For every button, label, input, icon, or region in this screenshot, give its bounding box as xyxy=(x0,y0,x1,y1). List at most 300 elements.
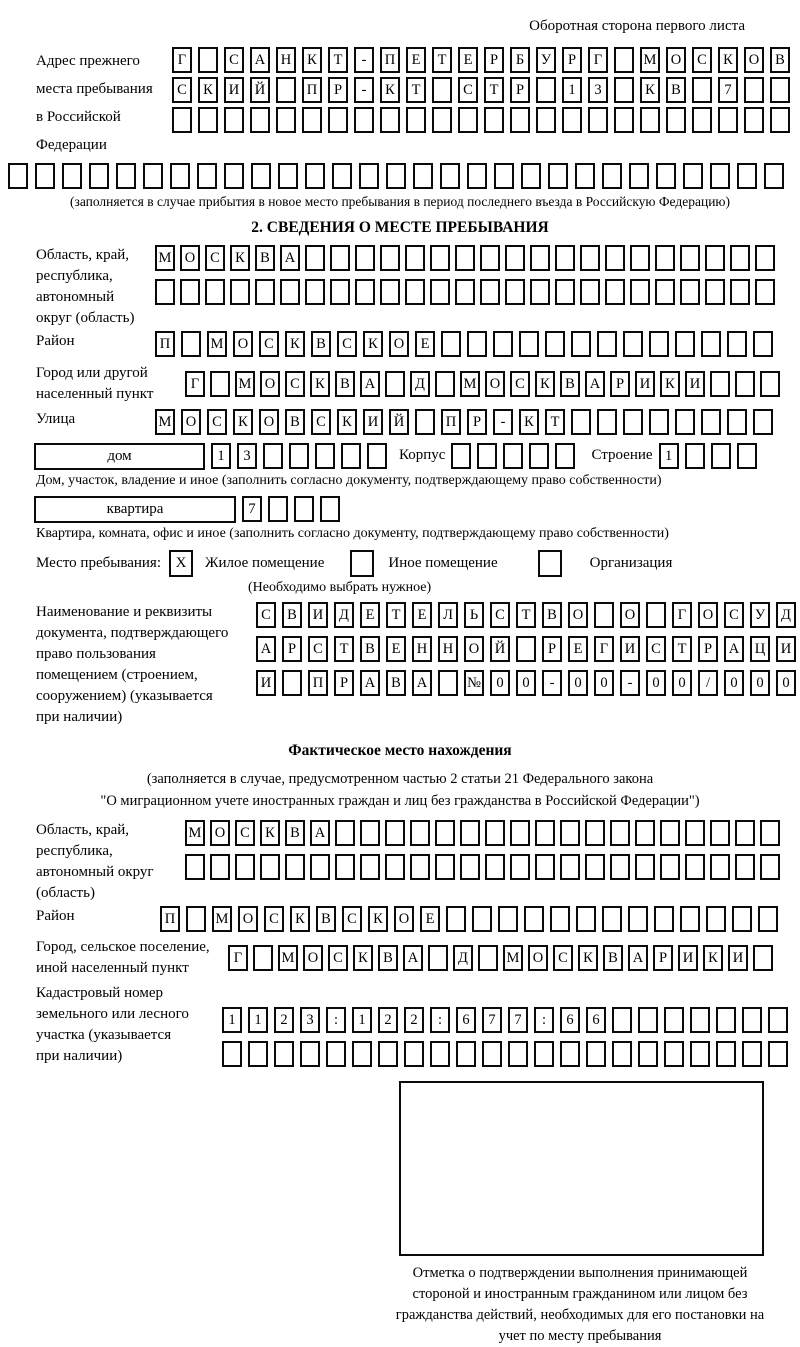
char-cell[interactable] xyxy=(560,1041,580,1067)
char-cell[interactable]: М xyxy=(185,820,205,846)
char-cell[interactable]: О xyxy=(238,906,258,932)
char-cell[interactable] xyxy=(505,245,525,271)
char-cell[interactable]: М xyxy=(207,331,227,357)
char-cell[interactable]: 0 xyxy=(776,670,796,696)
char-cell[interactable]: В xyxy=(560,371,580,397)
char-cell[interactable] xyxy=(524,906,544,932)
char-cell[interactable] xyxy=(710,854,730,880)
char-cell[interactable]: Т xyxy=(406,77,426,103)
char-cell[interactable] xyxy=(585,820,605,846)
char-cell[interactable] xyxy=(705,279,725,305)
char-cell[interactable]: 0 xyxy=(672,670,692,696)
char-cell[interactable] xyxy=(485,854,505,880)
char-cell[interactable] xyxy=(341,443,361,469)
char-cell[interactable]: 6 xyxy=(586,1007,606,1033)
char-cell[interactable] xyxy=(585,854,605,880)
char-cell[interactable]: В xyxy=(316,906,336,932)
char-cell[interactable] xyxy=(555,279,575,305)
char-cell[interactable]: Г xyxy=(672,602,692,628)
dom-box[interactable]: дом xyxy=(34,443,205,470)
char-cell[interactable]: Р xyxy=(328,77,348,103)
char-cell[interactable] xyxy=(210,371,230,397)
char-cell[interactable] xyxy=(359,163,379,189)
char-cell[interactable] xyxy=(610,820,630,846)
char-cell[interactable] xyxy=(458,107,478,133)
char-cell[interactable] xyxy=(711,443,731,469)
char-cell[interactable] xyxy=(623,409,643,435)
char-cell[interactable] xyxy=(482,1041,502,1067)
char-cell[interactable]: К xyxy=(718,47,738,73)
char-cell[interactable]: Т xyxy=(672,636,692,662)
char-cell[interactable]: В xyxy=(666,77,686,103)
char-cell[interactable]: М xyxy=(155,245,175,271)
char-cell[interactable]: К xyxy=(302,47,322,73)
char-cell[interactable]: Т xyxy=(334,636,354,662)
char-cell[interactable] xyxy=(530,279,550,305)
char-cell[interactable]: П xyxy=(308,670,328,696)
char-cell[interactable] xyxy=(210,854,230,880)
char-cell[interactable]: М xyxy=(503,945,523,971)
char-cell[interactable] xyxy=(498,906,518,932)
char-cell[interactable] xyxy=(571,331,591,357)
char-cell[interactable] xyxy=(571,409,591,435)
char-cell[interactable] xyxy=(440,163,460,189)
char-cell[interactable] xyxy=(385,371,405,397)
char-cell[interactable]: С xyxy=(285,371,305,397)
char-cell[interactable] xyxy=(456,1041,476,1067)
char-cell[interactable]: К xyxy=(290,906,310,932)
char-cell[interactable] xyxy=(485,820,505,846)
char-cell[interactable] xyxy=(580,245,600,271)
char-cell[interactable]: К xyxy=(519,409,539,435)
char-cell[interactable]: О xyxy=(303,945,323,971)
char-cell[interactable] xyxy=(354,107,374,133)
char-cell[interactable]: Е xyxy=(386,636,406,662)
char-cell[interactable]: Й xyxy=(389,409,409,435)
char-cell[interactable]: 0 xyxy=(490,670,510,696)
char-cell[interactable]: И xyxy=(363,409,383,435)
char-cell[interactable]: О xyxy=(180,245,200,271)
char-cell[interactable] xyxy=(460,854,480,880)
char-cell[interactable] xyxy=(380,279,400,305)
char-cell[interactable]: К xyxy=(578,945,598,971)
checkbox-zhiloe[interactable]: X xyxy=(169,550,193,577)
char-cell[interactable]: Н xyxy=(412,636,432,662)
char-cell[interactable]: Б xyxy=(510,47,530,73)
char-cell[interactable] xyxy=(586,1041,606,1067)
char-cell[interactable]: : xyxy=(534,1007,554,1033)
char-cell[interactable] xyxy=(692,77,712,103)
char-cell[interactable] xyxy=(770,77,790,103)
char-cell[interactable]: К xyxy=(368,906,388,932)
char-cell[interactable]: В xyxy=(378,945,398,971)
char-cell[interactable] xyxy=(455,279,475,305)
char-cell[interactable]: К xyxy=(703,945,723,971)
char-cell[interactable] xyxy=(276,107,296,133)
char-cell[interactable] xyxy=(430,245,450,271)
char-cell[interactable] xyxy=(386,163,406,189)
char-cell[interactable] xyxy=(493,331,513,357)
char-cell[interactable] xyxy=(510,854,530,880)
char-cell[interactable]: М xyxy=(212,906,232,932)
char-cell[interactable]: М xyxy=(640,47,660,73)
char-cell[interactable]: 3 xyxy=(237,443,257,469)
char-cell[interactable] xyxy=(705,245,725,271)
char-cell[interactable]: В xyxy=(386,670,406,696)
char-cell[interactable]: С xyxy=(342,906,362,932)
char-cell[interactable] xyxy=(655,279,675,305)
char-cell[interactable] xyxy=(605,245,625,271)
char-cell[interactable] xyxy=(646,602,666,628)
char-cell[interactable] xyxy=(330,279,350,305)
char-cell[interactable] xyxy=(278,163,298,189)
char-cell[interactable]: С xyxy=(490,602,510,628)
char-cell[interactable] xyxy=(355,279,375,305)
char-cell[interactable] xyxy=(628,906,648,932)
char-cell[interactable] xyxy=(649,409,669,435)
char-cell[interactable]: И xyxy=(308,602,328,628)
char-cell[interactable] xyxy=(597,331,617,357)
char-cell[interactable] xyxy=(432,107,452,133)
char-cell[interactable] xyxy=(435,371,455,397)
char-cell[interactable]: В xyxy=(285,820,305,846)
char-cell[interactable] xyxy=(536,77,556,103)
char-cell[interactable] xyxy=(706,906,726,932)
char-cell[interactable]: О xyxy=(620,602,640,628)
char-cell[interactable] xyxy=(666,107,686,133)
char-cell[interactable] xyxy=(62,163,82,189)
char-cell[interactable] xyxy=(484,107,504,133)
char-cell[interactable]: 0 xyxy=(568,670,588,696)
char-cell[interactable] xyxy=(198,107,218,133)
char-cell[interactable] xyxy=(710,371,730,397)
char-cell[interactable] xyxy=(89,163,109,189)
char-cell[interactable]: В xyxy=(542,602,562,628)
char-cell[interactable] xyxy=(530,245,550,271)
char-cell[interactable]: Е xyxy=(412,602,432,628)
char-cell[interactable]: С xyxy=(264,906,284,932)
char-cell[interactable] xyxy=(655,245,675,271)
char-cell[interactable] xyxy=(274,1041,294,1067)
char-cell[interactable] xyxy=(235,854,255,880)
char-cell[interactable] xyxy=(380,107,400,133)
char-cell[interactable]: К xyxy=(337,409,357,435)
char-cell[interactable] xyxy=(597,409,617,435)
char-cell[interactable] xyxy=(505,279,525,305)
char-cell[interactable]: А xyxy=(585,371,605,397)
char-cell[interactable] xyxy=(320,496,340,522)
char-cell[interactable] xyxy=(116,163,136,189)
char-cell[interactable] xyxy=(315,443,335,469)
char-cell[interactable] xyxy=(355,245,375,271)
char-cell[interactable]: М xyxy=(460,371,480,397)
char-cell[interactable] xyxy=(732,906,752,932)
char-cell[interactable] xyxy=(224,163,244,189)
char-cell[interactable] xyxy=(477,443,497,469)
char-cell[interactable]: А xyxy=(310,820,330,846)
char-cell[interactable]: О xyxy=(259,409,279,435)
char-cell[interactable] xyxy=(205,279,225,305)
char-cell[interactable] xyxy=(654,906,674,932)
char-cell[interactable] xyxy=(760,854,780,880)
char-cell[interactable]: С xyxy=(311,409,331,435)
char-cell[interactable]: С xyxy=(337,331,357,357)
char-cell[interactable]: М xyxy=(235,371,255,397)
char-cell[interactable]: Ь xyxy=(464,602,484,628)
char-cell[interactable] xyxy=(170,163,190,189)
char-cell[interactable]: О xyxy=(568,602,588,628)
char-cell[interactable]: 2 xyxy=(274,1007,294,1033)
char-cell[interactable] xyxy=(612,1041,632,1067)
char-cell[interactable] xyxy=(276,77,296,103)
char-cell[interactable] xyxy=(768,1041,788,1067)
char-cell[interactable] xyxy=(727,409,747,435)
char-cell[interactable]: И xyxy=(728,945,748,971)
char-cell[interactable] xyxy=(180,279,200,305)
char-cell[interactable] xyxy=(656,163,676,189)
char-cell[interactable]: Т xyxy=(516,602,536,628)
char-cell[interactable] xyxy=(186,906,206,932)
char-cell[interactable] xyxy=(406,107,426,133)
char-cell[interactable]: 1 xyxy=(248,1007,268,1033)
char-cell[interactable]: Г xyxy=(172,47,192,73)
char-cell[interactable] xyxy=(404,1041,424,1067)
char-cell[interactable] xyxy=(755,245,775,271)
char-cell[interactable]: С xyxy=(724,602,744,628)
char-cell[interactable]: 7 xyxy=(242,496,262,522)
char-cell[interactable] xyxy=(428,945,448,971)
char-cell[interactable] xyxy=(534,1041,554,1067)
char-cell[interactable]: В xyxy=(285,409,305,435)
char-cell[interactable] xyxy=(588,107,608,133)
char-cell[interactable]: Р xyxy=(510,77,530,103)
char-cell[interactable]: В xyxy=(335,371,355,397)
char-cell[interactable]: : xyxy=(430,1007,450,1033)
char-cell[interactable]: С xyxy=(510,371,530,397)
char-cell[interactable] xyxy=(660,854,680,880)
char-cell[interactable]: А xyxy=(628,945,648,971)
char-cell[interactable] xyxy=(660,820,680,846)
char-cell[interactable]: Р xyxy=(282,636,302,662)
char-cell[interactable] xyxy=(302,107,322,133)
char-cell[interactable] xyxy=(602,163,622,189)
char-cell[interactable] xyxy=(548,163,568,189)
char-cell[interactable]: Д xyxy=(410,371,430,397)
char-cell[interactable] xyxy=(282,670,302,696)
char-cell[interactable]: П xyxy=(155,331,175,357)
char-cell[interactable] xyxy=(690,1041,710,1067)
char-cell[interactable]: И xyxy=(635,371,655,397)
char-cell[interactable]: 7 xyxy=(482,1007,502,1033)
char-cell[interactable] xyxy=(510,820,530,846)
char-cell[interactable] xyxy=(446,906,466,932)
char-cell[interactable]: А xyxy=(280,245,300,271)
char-cell[interactable] xyxy=(610,854,630,880)
char-cell[interactable]: Е xyxy=(360,602,380,628)
char-cell[interactable] xyxy=(385,854,405,880)
char-cell[interactable] xyxy=(294,496,314,522)
char-cell[interactable]: А xyxy=(250,47,270,73)
char-cell[interactable] xyxy=(680,245,700,271)
char-cell[interactable] xyxy=(467,163,487,189)
char-cell[interactable] xyxy=(580,279,600,305)
char-cell[interactable]: И xyxy=(224,77,244,103)
char-cell[interactable]: К xyxy=(380,77,400,103)
char-cell[interactable] xyxy=(328,107,348,133)
char-cell[interactable]: О xyxy=(528,945,548,971)
char-cell[interactable]: 1 xyxy=(352,1007,372,1033)
char-cell[interactable] xyxy=(280,279,300,305)
char-cell[interactable]: 1 xyxy=(659,443,679,469)
char-cell[interactable]: П xyxy=(160,906,180,932)
char-cell[interactable] xyxy=(230,279,250,305)
char-cell[interactable]: Г xyxy=(588,47,608,73)
char-cell[interactable] xyxy=(545,331,565,357)
char-cell[interactable] xyxy=(529,443,549,469)
char-cell[interactable] xyxy=(289,443,309,469)
char-cell[interactable]: В xyxy=(255,245,275,271)
char-cell[interactable]: К xyxy=(198,77,218,103)
char-cell[interactable]: Р xyxy=(542,636,562,662)
char-cell[interactable] xyxy=(727,331,747,357)
char-cell[interactable] xyxy=(478,945,498,971)
char-cell[interactable] xyxy=(405,279,425,305)
char-cell[interactable]: Г xyxy=(185,371,205,397)
char-cell[interactable] xyxy=(521,163,541,189)
char-cell[interactable]: Т xyxy=(386,602,406,628)
char-cell[interactable]: - xyxy=(493,409,513,435)
char-cell[interactable] xyxy=(413,163,433,189)
char-cell[interactable]: Г xyxy=(228,945,248,971)
char-cell[interactable]: 3 xyxy=(588,77,608,103)
char-cell[interactable]: Т xyxy=(432,47,452,73)
char-cell[interactable] xyxy=(248,1041,268,1067)
char-cell[interactable] xyxy=(742,1041,762,1067)
char-cell[interactable] xyxy=(268,496,288,522)
char-cell[interactable]: О xyxy=(394,906,414,932)
char-cell[interactable]: О xyxy=(260,371,280,397)
char-cell[interactable] xyxy=(181,331,201,357)
char-cell[interactable]: У xyxy=(536,47,556,73)
char-cell[interactable]: О xyxy=(698,602,718,628)
char-cell[interactable] xyxy=(758,906,778,932)
char-cell[interactable] xyxy=(255,279,275,305)
char-cell[interactable]: - xyxy=(542,670,562,696)
char-cell[interactable] xyxy=(222,1041,242,1067)
char-cell[interactable]: 0 xyxy=(646,670,666,696)
char-cell[interactable] xyxy=(435,854,455,880)
char-cell[interactable]: А xyxy=(360,371,380,397)
char-cell[interactable] xyxy=(550,906,570,932)
char-cell[interactable]: И xyxy=(256,670,276,696)
char-cell[interactable] xyxy=(680,906,700,932)
char-cell[interactable] xyxy=(718,107,738,133)
char-cell[interactable] xyxy=(614,107,634,133)
char-cell[interactable] xyxy=(367,443,387,469)
char-cell[interactable] xyxy=(260,854,280,880)
char-cell[interactable] xyxy=(675,409,695,435)
char-cell[interactable]: О xyxy=(666,47,686,73)
char-cell[interactable]: К xyxy=(363,331,383,357)
char-cell[interactable]: 1 xyxy=(211,443,231,469)
char-cell[interactable] xyxy=(326,1041,346,1067)
char-cell[interactable] xyxy=(742,1007,762,1033)
char-cell[interactable] xyxy=(744,77,764,103)
char-cell[interactable] xyxy=(250,107,270,133)
char-cell[interactable]: Е xyxy=(406,47,426,73)
char-cell[interactable] xyxy=(612,1007,632,1033)
char-cell[interactable] xyxy=(305,163,325,189)
char-cell[interactable] xyxy=(555,443,575,469)
char-cell[interactable]: С xyxy=(172,77,192,103)
char-cell[interactable]: П xyxy=(302,77,322,103)
char-cell[interactable] xyxy=(8,163,28,189)
char-cell[interactable]: Р xyxy=(562,47,582,73)
char-cell[interactable]: Р xyxy=(653,945,673,971)
char-cell[interactable]: К xyxy=(310,371,330,397)
char-cell[interactable] xyxy=(602,906,622,932)
char-cell[interactable] xyxy=(555,245,575,271)
char-cell[interactable]: Е xyxy=(458,47,478,73)
char-cell[interactable] xyxy=(770,107,790,133)
char-cell[interactable] xyxy=(198,47,218,73)
char-cell[interactable]: С xyxy=(458,77,478,103)
char-cell[interactable] xyxy=(480,279,500,305)
char-cell[interactable]: С xyxy=(328,945,348,971)
char-cell[interactable]: О xyxy=(485,371,505,397)
char-cell[interactable] xyxy=(710,820,730,846)
char-cell[interactable]: Д xyxy=(334,602,354,628)
char-cell[interactable] xyxy=(753,945,773,971)
char-cell[interactable] xyxy=(680,279,700,305)
char-cell[interactable]: К xyxy=(285,331,305,357)
char-cell[interactable]: К xyxy=(660,371,680,397)
char-cell[interactable] xyxy=(630,279,650,305)
char-cell[interactable] xyxy=(285,854,305,880)
char-cell[interactable]: М xyxy=(155,409,175,435)
char-cell[interactable]: Н xyxy=(438,636,458,662)
char-cell[interactable] xyxy=(730,279,750,305)
char-cell[interactable]: № xyxy=(464,670,484,696)
char-cell[interactable] xyxy=(410,854,430,880)
char-cell[interactable] xyxy=(172,107,192,133)
char-cell[interactable]: О xyxy=(233,331,253,357)
char-cell[interactable] xyxy=(300,1041,320,1067)
char-cell[interactable] xyxy=(455,245,475,271)
char-cell[interactable]: : xyxy=(326,1007,346,1033)
char-cell[interactable]: К xyxy=(230,245,250,271)
char-cell[interactable]: О xyxy=(464,636,484,662)
char-cell[interactable]: У xyxy=(750,602,770,628)
char-cell[interactable]: 2 xyxy=(404,1007,424,1033)
char-cell[interactable]: Р xyxy=(484,47,504,73)
char-cell[interactable]: 1 xyxy=(222,1007,242,1033)
char-cell[interactable] xyxy=(768,1007,788,1033)
char-cell[interactable]: С xyxy=(692,47,712,73)
char-cell[interactable] xyxy=(753,331,773,357)
char-cell[interactable]: К xyxy=(233,409,253,435)
char-cell[interactable]: В xyxy=(360,636,380,662)
char-cell[interactable]: С xyxy=(553,945,573,971)
char-cell[interactable] xyxy=(251,163,271,189)
char-cell[interactable] xyxy=(635,820,655,846)
char-cell[interactable] xyxy=(664,1041,684,1067)
char-cell[interactable]: К xyxy=(640,77,660,103)
char-cell[interactable] xyxy=(155,279,175,305)
char-cell[interactable]: 0 xyxy=(516,670,536,696)
char-cell[interactable] xyxy=(716,1007,736,1033)
char-cell[interactable] xyxy=(494,163,514,189)
